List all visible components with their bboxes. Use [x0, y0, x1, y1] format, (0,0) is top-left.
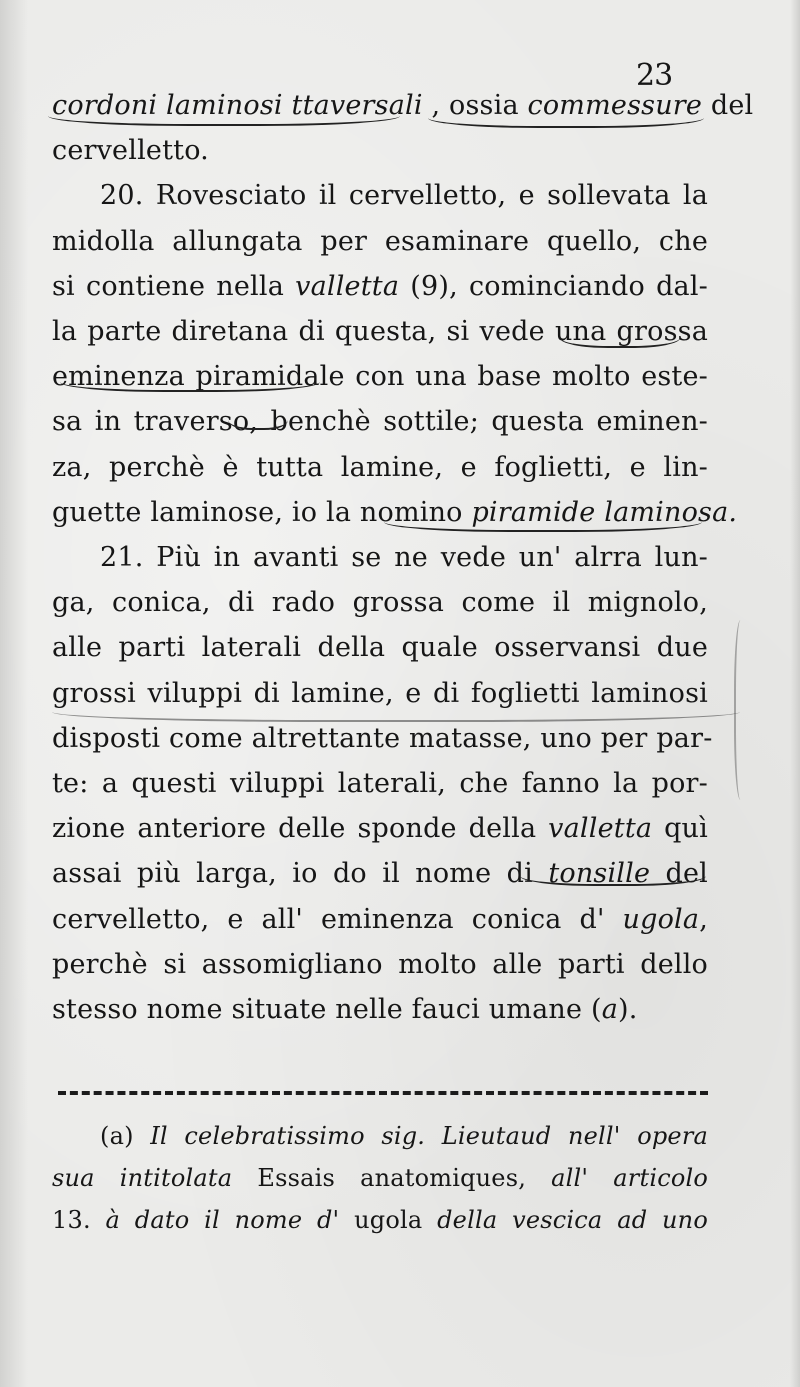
- text-segment: piramide laminosa.: [471, 496, 738, 528]
- text-segment: 13.: [52, 1206, 106, 1234]
- text-line: [52, 355, 708, 399]
- text-segment: ugola: [354, 1206, 423, 1234]
- text-segment: te: a questi viluppi laterali, che fanno la por-: [52, 768, 708, 799]
- text-segment: (9), cominciando dal-: [399, 270, 709, 302]
- text-line: [100, 536, 708, 580]
- text-line: [52, 581, 708, 625]
- text-line: [52, 129, 708, 173]
- text-line: [52, 988, 708, 1032]
- text-segment: Essais anatomiques: [257, 1164, 519, 1192]
- text-segment: ).: [618, 994, 638, 1025]
- text-segment: (a): [100, 1122, 151, 1150]
- text-segment: za, perchè è tutta lamine, e foglietti, e lin-: [52, 451, 708, 483]
- text-segment: a: [601, 994, 618, 1025]
- text-segment: sua intitolata: [52, 1164, 258, 1192]
- text-segment: eminenza piramidale con una base molto este-: [52, 361, 708, 393]
- text-segment: tonsille: [548, 858, 651, 890]
- text-line: [100, 174, 708, 218]
- text-segment: cervelletto.: [52, 135, 209, 167]
- text-line: [52, 852, 708, 896]
- text-segment: disposti come altrettante matasse, uno per par-: [52, 722, 713, 754]
- footnote-rule: [58, 1091, 708, 1095]
- text-line: [52, 446, 708, 490]
- text-segment: del: [702, 90, 754, 121]
- text-line: [52, 626, 708, 670]
- text-segment: ,: [422, 90, 450, 121]
- text-line: [52, 762, 708, 806]
- text-segment: la parte diretana di questa, si vede una grossa: [52, 316, 708, 347]
- page-shadow-left: [0, 0, 28, 1387]
- text-segment: commessure: [527, 90, 703, 121]
- text-line: [52, 265, 708, 309]
- text-line: [52, 898, 708, 942]
- text-segment: cordoni laminosi ttaversali: [52, 90, 423, 121]
- text-segment: alle parti laterali della quale osservansi due: [52, 632, 708, 664]
- page-shadow-right: [790, 0, 800, 1387]
- text-segment: stesso nome situate nelle fauci umane (: [52, 994, 602, 1025]
- text-line: [52, 400, 708, 444]
- text-segment: del: [650, 858, 709, 890]
- text-segment: à dato il nome d': [105, 1206, 355, 1234]
- text-segment: grossi viluppi di lamine, e di foglietti laminosi: [52, 677, 708, 709]
- text-segment: zione anteriore delle sponde della: [52, 813, 549, 845]
- text-segment: midolla allungata per esaminare quello, che: [52, 225, 708, 257]
- footnote-line: [100, 1116, 708, 1156]
- text-segment: ugola: [622, 903, 700, 935]
- text-line: [52, 807, 708, 851]
- text-segment: ga, conica, di rado grossa come il mignolo,: [52, 587, 708, 619]
- text-segment: ossia: [449, 90, 528, 121]
- text-segment: valletta: [548, 813, 653, 845]
- text-segment: ,: [699, 903, 708, 935]
- page-number: 23: [636, 58, 673, 93]
- text-segment: perchè si assomigliano molto alle parti dello: [52, 948, 708, 980]
- text-segment: guette laminose, io la nomino: [52, 496, 472, 528]
- text-line: [52, 943, 708, 987]
- text-segment: Il celebratissimo sig. Lieutaud nell' opera: [150, 1122, 708, 1150]
- text-segment: assai più larga, io do il nome di: [52, 858, 549, 890]
- text-segment: della vescica ad uno: [422, 1206, 708, 1234]
- text-segment: si contiene nella: [52, 270, 296, 302]
- text-segment: all' articolo: [551, 1164, 709, 1192]
- text-segment: quì: [652, 813, 708, 845]
- text-line: [52, 220, 708, 264]
- text-segment: valletta: [295, 270, 400, 302]
- text-segment: ,: [518, 1164, 552, 1192]
- footnote-line: [52, 1200, 708, 1240]
- text-segment: cervelletto, e all' eminenza conica d': [52, 903, 623, 935]
- text-segment: 20. Rovesciato il cervelletto, e sollevata la: [100, 180, 708, 212]
- text-segment: 21. Più in avanti se ne vede un' alrra lun-: [100, 542, 708, 573]
- footnote-line: [52, 1158, 708, 1198]
- pencil-margin-mark: [734, 620, 750, 800]
- text-line: [52, 717, 713, 761]
- text-segment: sa in traverso, benchè sottile; questa eminen-: [52, 406, 708, 438]
- text-line: [52, 672, 708, 716]
